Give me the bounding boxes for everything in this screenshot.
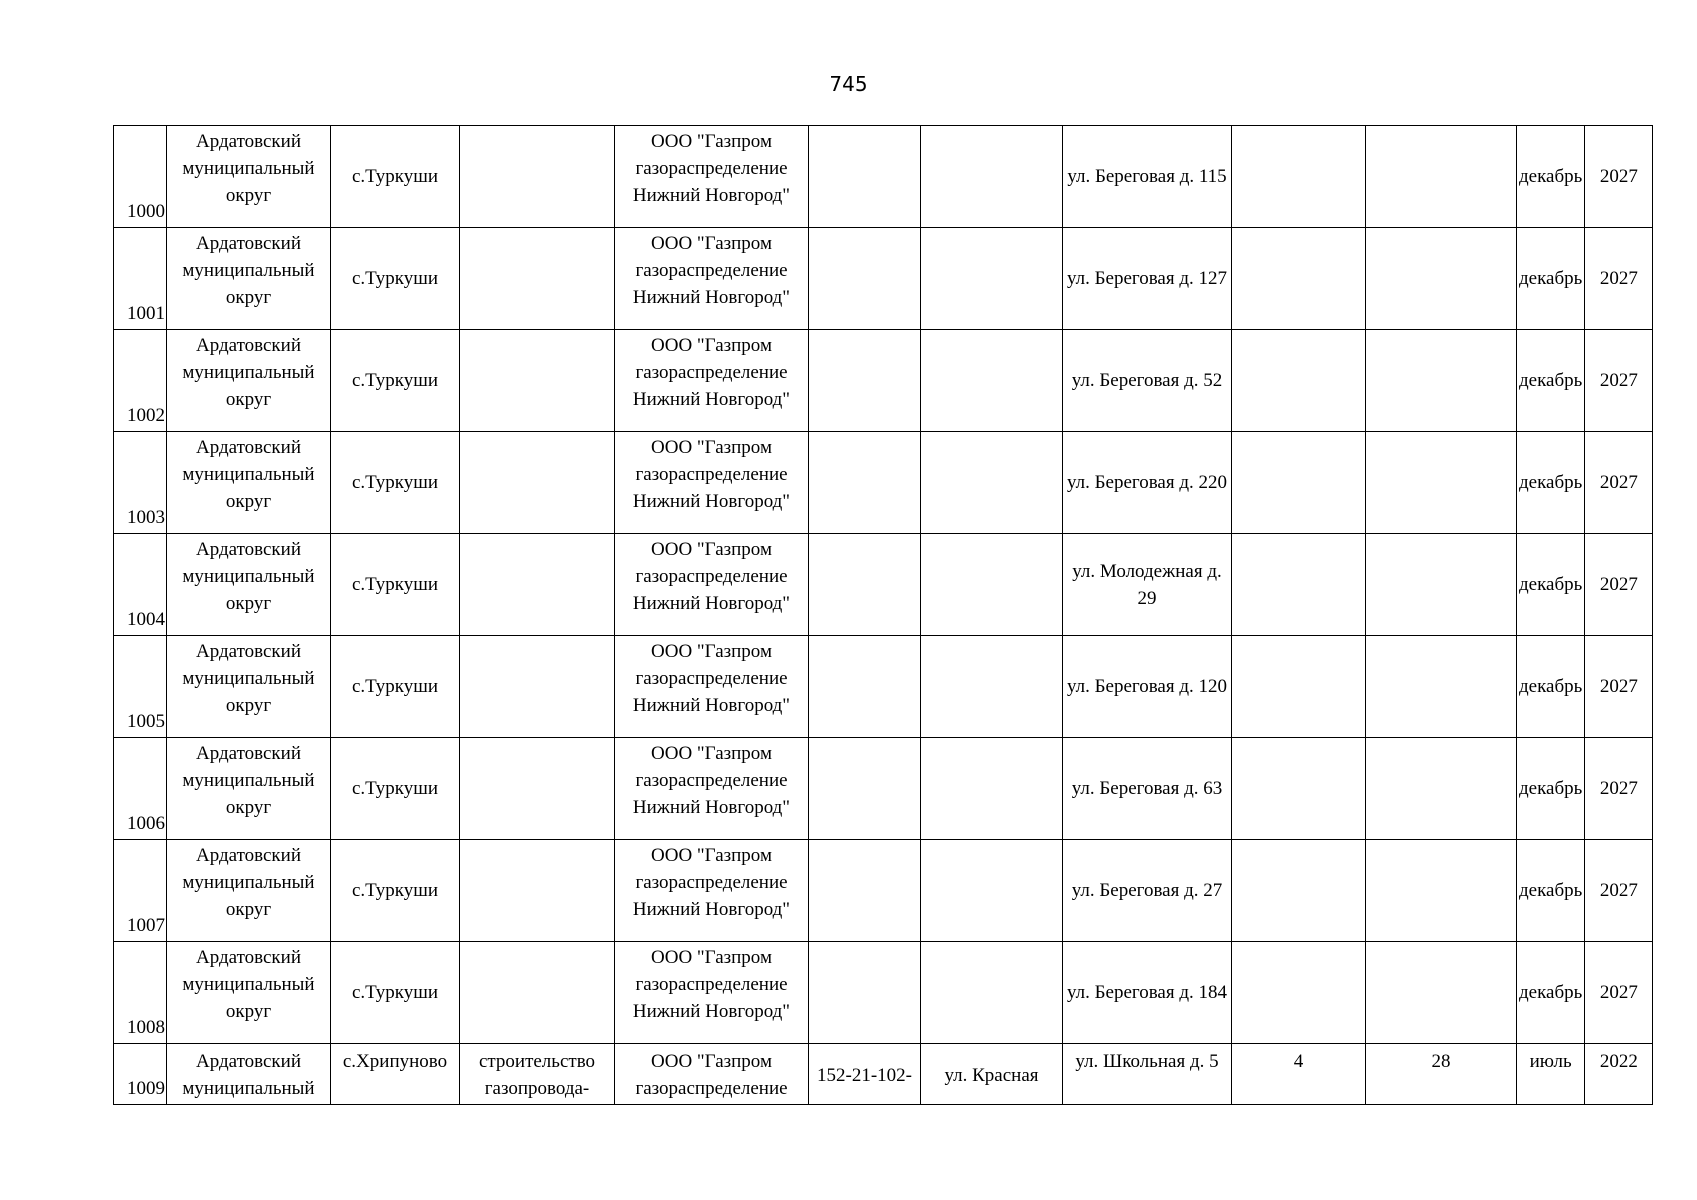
count-cell-2 — [1366, 738, 1517, 840]
work-cell — [460, 738, 615, 840]
street-cell — [921, 636, 1063, 738]
address-cell: ул. Береговая д. 27 — [1063, 840, 1232, 942]
month-cell: декабрь — [1517, 840, 1585, 942]
row-number: 1001 — [114, 228, 167, 330]
district-cell: Ардатовский муниципальный округ — [167, 126, 331, 228]
work-cell — [460, 942, 615, 1044]
count-cell-1 — [1232, 738, 1366, 840]
address-cell: ул. Береговая д. 120 — [1063, 636, 1232, 738]
table-row — [114, 738, 1653, 840]
code-cell — [809, 942, 921, 1044]
table-row — [114, 942, 1653, 1044]
count-cell-1 — [1232, 840, 1366, 942]
code-cell — [809, 738, 921, 840]
address-cell: ул. Береговая д. 127 — [1063, 228, 1232, 330]
month-cell: июль — [1517, 1044, 1585, 1105]
village-cell: с.Туркуши — [331, 738, 460, 840]
street-cell — [921, 738, 1063, 840]
district-cell: Ардатовский муниципальный округ — [167, 636, 331, 738]
month-cell: декабрь — [1517, 738, 1585, 840]
district-cell: Ардатовский муниципальный округ — [167, 228, 331, 330]
code-cell: 152-21-102- — [809, 1044, 921, 1105]
address-cell: ул. Береговая д. 52 — [1063, 330, 1232, 432]
street-cell — [921, 840, 1063, 942]
work-cell — [460, 228, 615, 330]
month-cell: декабрь — [1517, 636, 1585, 738]
village-cell: с.Туркуши — [331, 432, 460, 534]
village-cell: с.Туркуши — [331, 942, 460, 1044]
district-cell: Ардатовский муниципальный округ — [167, 330, 331, 432]
district-cell: Ардатовский муниципальный округ — [167, 432, 331, 534]
year-cell: 2027 — [1585, 840, 1653, 942]
month-cell: декабрь — [1517, 942, 1585, 1044]
street-cell — [921, 942, 1063, 1044]
row-number: 1008 — [114, 942, 167, 1044]
village-cell: с.Туркуши — [331, 330, 460, 432]
year-cell: 2027 — [1585, 228, 1653, 330]
year-cell: 2027 — [1585, 942, 1653, 1044]
organization-cell: ООО "Газпром газораспределение Нижний Новгород" — [615, 636, 809, 738]
organization-cell: ООО "Газпром газораспределение Нижний Новгород" — [615, 330, 809, 432]
street-cell — [921, 534, 1063, 636]
work-cell — [460, 840, 615, 942]
address-cell: ул. Береговая д. 184 — [1063, 942, 1232, 1044]
district-cell: Ардатовский муниципальный округ — [167, 738, 331, 840]
month-cell: декабрь — [1517, 126, 1585, 228]
year-cell: 2022 — [1585, 1044, 1653, 1105]
count-cell-2 — [1366, 330, 1517, 432]
year-cell: 2027 — [1585, 636, 1653, 738]
table-row — [114, 636, 1653, 738]
page-number: 745 — [829, 72, 868, 96]
code-cell — [809, 840, 921, 942]
count-cell-1 — [1232, 942, 1366, 1044]
organization-cell: ООО "Газпром газораспределение Нижний Новгород" — [615, 228, 809, 330]
code-cell — [809, 228, 921, 330]
code-cell — [809, 432, 921, 534]
district-cell: Ардатовский муниципальный — [167, 1044, 331, 1105]
address-cell: ул. Школьная д. 5 — [1063, 1044, 1232, 1105]
organization-cell: ООО "Газпром газораспределение Нижний Новгород" — [615, 126, 809, 228]
table-row — [114, 228, 1653, 330]
count-cell-2 — [1366, 432, 1517, 534]
code-cell — [809, 534, 921, 636]
month-cell: декабрь — [1517, 534, 1585, 636]
year-cell: 2027 — [1585, 330, 1653, 432]
work-cell — [460, 432, 615, 534]
month-cell: декабрь — [1517, 228, 1585, 330]
district-cell: Ардатовский муниципальный округ — [167, 840, 331, 942]
table-row-partial — [114, 1044, 1653, 1105]
year-cell: 2027 — [1585, 432, 1653, 534]
row-number: 1003 — [114, 432, 167, 534]
street-cell — [921, 432, 1063, 534]
row-number: 1000 — [114, 126, 167, 228]
code-cell — [809, 126, 921, 228]
work-cell — [460, 126, 615, 228]
count-cell-1 — [1232, 534, 1366, 636]
table-row — [114, 330, 1653, 432]
work-cell — [460, 636, 615, 738]
code-cell — [809, 330, 921, 432]
street-cell — [921, 330, 1063, 432]
address-cell: ул. Молодежная д. 29 — [1063, 534, 1232, 636]
address-cell: ул. Береговая д. 115 — [1063, 126, 1232, 228]
count-cell-2 — [1366, 942, 1517, 1044]
count-cell-2 — [1366, 636, 1517, 738]
table-row — [114, 534, 1653, 636]
row-number: 1004 — [114, 534, 167, 636]
village-cell: с.Хрипуново — [331, 1044, 460, 1105]
table-row — [114, 126, 1653, 228]
count-cell-2 — [1366, 840, 1517, 942]
address-cell: ул. Береговая д. 63 — [1063, 738, 1232, 840]
row-number: 1002 — [114, 330, 167, 432]
year-cell: 2027 — [1585, 534, 1653, 636]
count-cell-1 — [1232, 432, 1366, 534]
address-cell: ул. Береговая д. 220 — [1063, 432, 1232, 534]
street-cell — [921, 228, 1063, 330]
gasification-schedule-table — [113, 125, 1653, 1105]
village-cell: с.Туркуши — [331, 228, 460, 330]
year-cell: 2027 — [1585, 126, 1653, 228]
count-cell-2 — [1366, 534, 1517, 636]
organization-cell: ООО "Газпром газораспределение — [615, 1044, 809, 1105]
organization-cell: ООО "Газпром газораспределение Нижний Новгород" — [615, 738, 809, 840]
count-cell-1 — [1232, 126, 1366, 228]
code-cell — [809, 636, 921, 738]
village-cell: с.Туркуши — [331, 126, 460, 228]
organization-cell: ООО "Газпром газораспределение Нижний Новгород" — [615, 840, 809, 942]
organization-cell: ООО "Газпром газораспределение Нижний Новгород" — [615, 942, 809, 1044]
row-number: 1006 — [114, 738, 167, 840]
organization-cell: ООО "Газпром газораспределение Нижний Новгород" — [615, 534, 809, 636]
month-cell: декабрь — [1517, 432, 1585, 534]
table-row — [114, 840, 1653, 942]
count-cell-1 — [1232, 228, 1366, 330]
street-cell — [921, 126, 1063, 228]
work-cell: строительство газопровода- — [460, 1044, 615, 1105]
work-cell — [460, 534, 615, 636]
count-cell-1 — [1232, 330, 1366, 432]
row-number: 1005 — [114, 636, 167, 738]
district-cell: Ардатовский муниципальный округ — [167, 942, 331, 1044]
count-cell-2 — [1366, 228, 1517, 330]
row-number: 1009 — [114, 1044, 167, 1105]
village-cell: с.Туркуши — [331, 534, 460, 636]
table-row — [114, 432, 1653, 534]
village-cell: с.Туркуши — [331, 636, 460, 738]
work-cell — [460, 330, 615, 432]
year-cell: 2027 — [1585, 738, 1653, 840]
row-number: 1007 — [114, 840, 167, 942]
street-cell: ул. Красная — [921, 1044, 1063, 1105]
village-cell: с.Туркуши — [331, 840, 460, 942]
count-cell-2 — [1366, 126, 1517, 228]
count-cell-1: 4 — [1232, 1044, 1366, 1105]
count-cell-2: 28 — [1366, 1044, 1517, 1105]
district-cell: Ардатовский муниципальный округ — [167, 534, 331, 636]
count-cell-1 — [1232, 636, 1366, 738]
organization-cell: ООО "Газпром газораспределение Нижний Новгород" — [615, 432, 809, 534]
month-cell: декабрь — [1517, 330, 1585, 432]
